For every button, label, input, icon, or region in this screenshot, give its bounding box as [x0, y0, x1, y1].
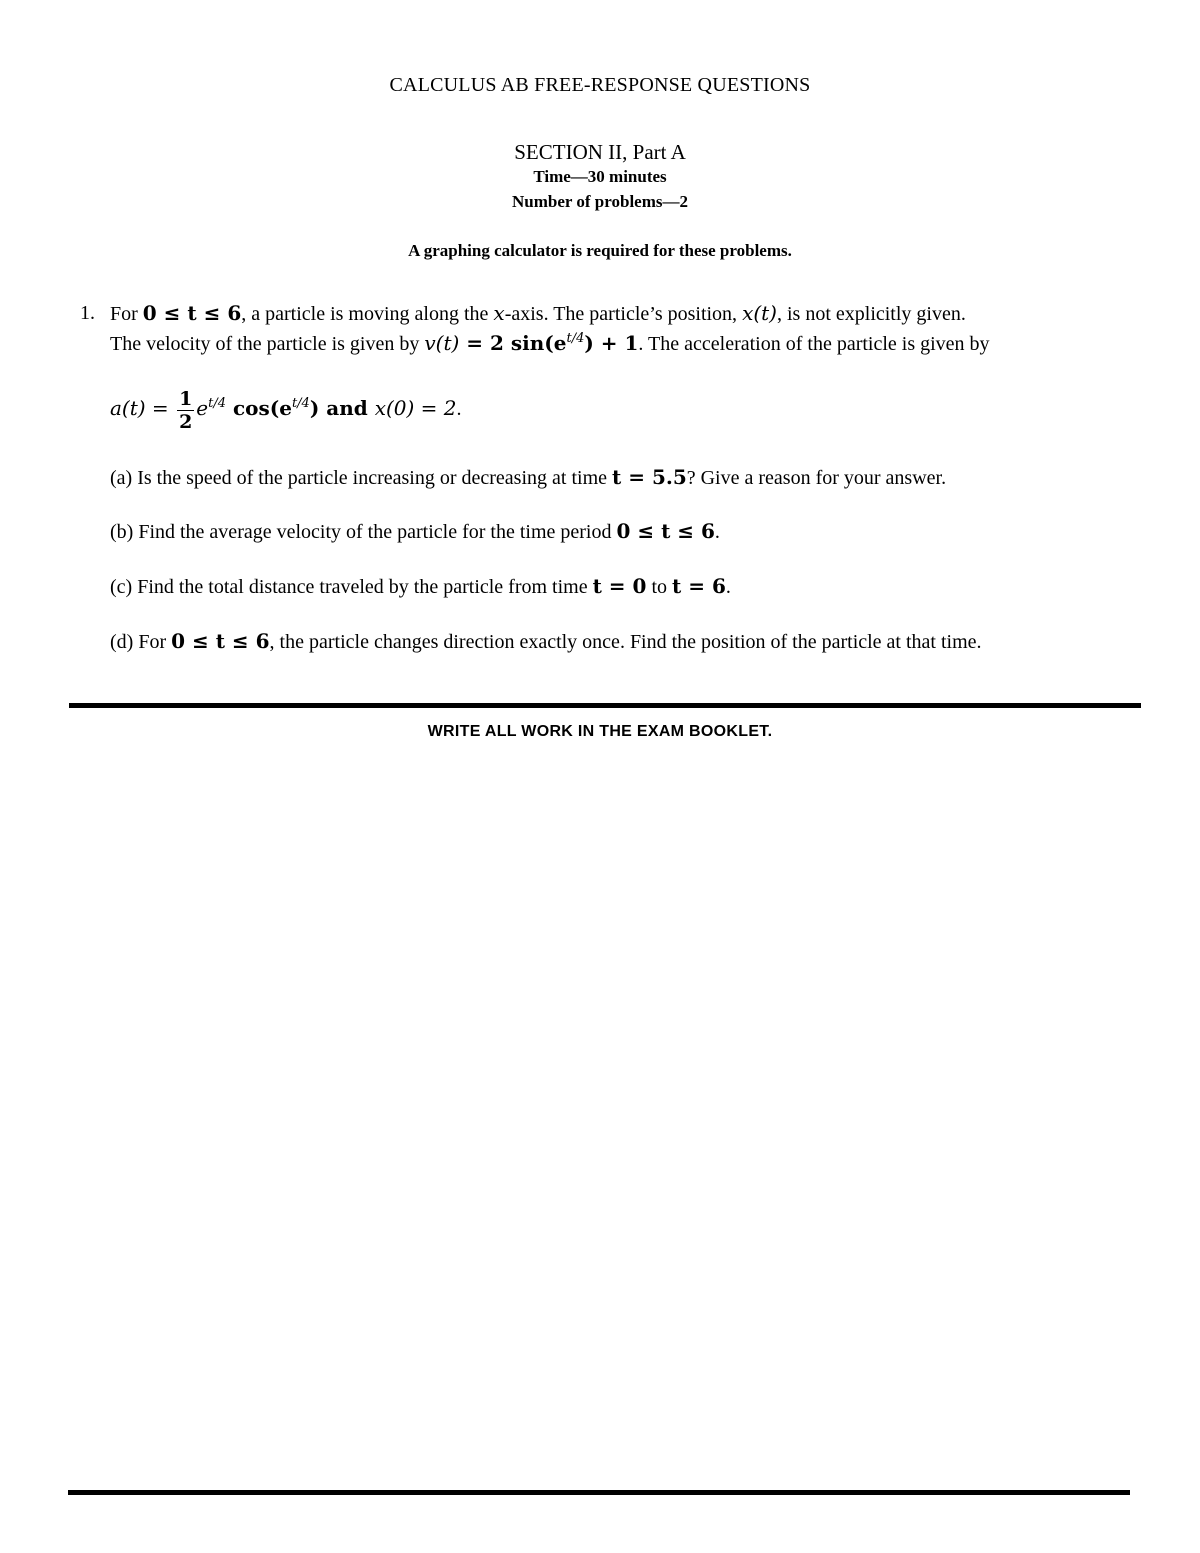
question-line-3: [110, 388, 462, 433]
acceleration-eq: =: [145, 396, 176, 421]
intro-text-c: -axis. The particle’s position,: [504, 303, 743, 325]
part-a: [110, 465, 946, 490]
fraction-denominator: 2: [179, 411, 193, 433]
and-text: and: [319, 396, 375, 421]
question-line-2: [110, 331, 990, 356]
part-b: [110, 519, 720, 544]
one-half-fraction: [177, 388, 194, 433]
part-d-math: 0 ≤ t ≤ 6: [171, 629, 270, 653]
page-title: CALCULUS AB FREE-RESPONSE QUESTIONS: [389, 74, 811, 96]
intro-text-d: , is not explicitly given.: [776, 303, 966, 325]
acceleration-cos-close: ): [309, 396, 320, 421]
part-b-math: 0 ≤ t ≤ 6: [616, 519, 715, 543]
footer-instruction: WRITE ALL WORK IN THE EXAM BOOKLET.: [427, 723, 773, 740]
part-d-text: (d) For: [110, 631, 172, 653]
velocity-tail: ) + 1: [584, 331, 639, 355]
part-c-text: (c) Find the total distance traveled by the particle from time: [110, 576, 593, 598]
part-c-math-end: t = 6: [672, 574, 726, 598]
question-number: 1.: [80, 302, 95, 324]
time-limit: Time—30 minutes: [533, 167, 667, 186]
section-heading: SECTION II, Part A: [514, 140, 686, 164]
acceleration-cos-exponent: t/4: [291, 396, 310, 412]
initial-condition: x(0) = 2: [374, 396, 457, 421]
part-a-text: (a) Is the speed of the particle increasing or decreasing at time: [110, 467, 613, 489]
top-divider: [69, 703, 1141, 708]
velocity-eq: = 2 sin(e: [459, 331, 567, 355]
acceleration-lhs: a(t): [110, 396, 146, 421]
velocity-exponent: t/4: [566, 331, 585, 346]
acceleration-cos: cos(e: [226, 396, 292, 421]
problem-count: Number of problems—2: [512, 192, 688, 211]
time-range: 0 ≤ t ≤ 6: [142, 301, 242, 325]
position-function: x(t): [742, 301, 777, 325]
acceleration-e: e: [196, 396, 209, 421]
part-c: [110, 574, 731, 599]
part-c-tail: .: [725, 576, 731, 598]
question-line-1: [110, 301, 966, 326]
intro-text-b: , a particle is moving along the: [241, 303, 494, 325]
part-c-mid: to: [646, 576, 673, 598]
question-period: .: [456, 398, 462, 421]
part-d-tail: , the particle changes direction exactly once. Find the position of the particle at that time.: [269, 631, 982, 653]
part-c-math-start: t = 0: [592, 574, 647, 598]
part-a-tail: ? Give a reason for your answer.: [686, 467, 947, 489]
acceleration-exponent: t/4: [208, 396, 227, 412]
intro-text-a: For: [110, 303, 143, 325]
fraction-numerator: 1: [179, 388, 193, 410]
velocity-intro: The velocity of the particle is given by: [110, 333, 425, 355]
velocity-lhs: v(t): [424, 331, 460, 355]
bottom-divider: [68, 1490, 1130, 1495]
part-b-tail: .: [714, 521, 720, 543]
calculator-note: A graphing calculator is required for these problems.: [408, 241, 792, 260]
x-variable: x: [493, 301, 505, 325]
part-d: [110, 629, 982, 654]
part-b-text: (b) Find the average velocity of the particle for the time period: [110, 521, 617, 543]
part-a-math: t = 5.5: [612, 465, 687, 489]
acceleration-intro: . The acceleration of the particle is given by: [638, 333, 990, 355]
